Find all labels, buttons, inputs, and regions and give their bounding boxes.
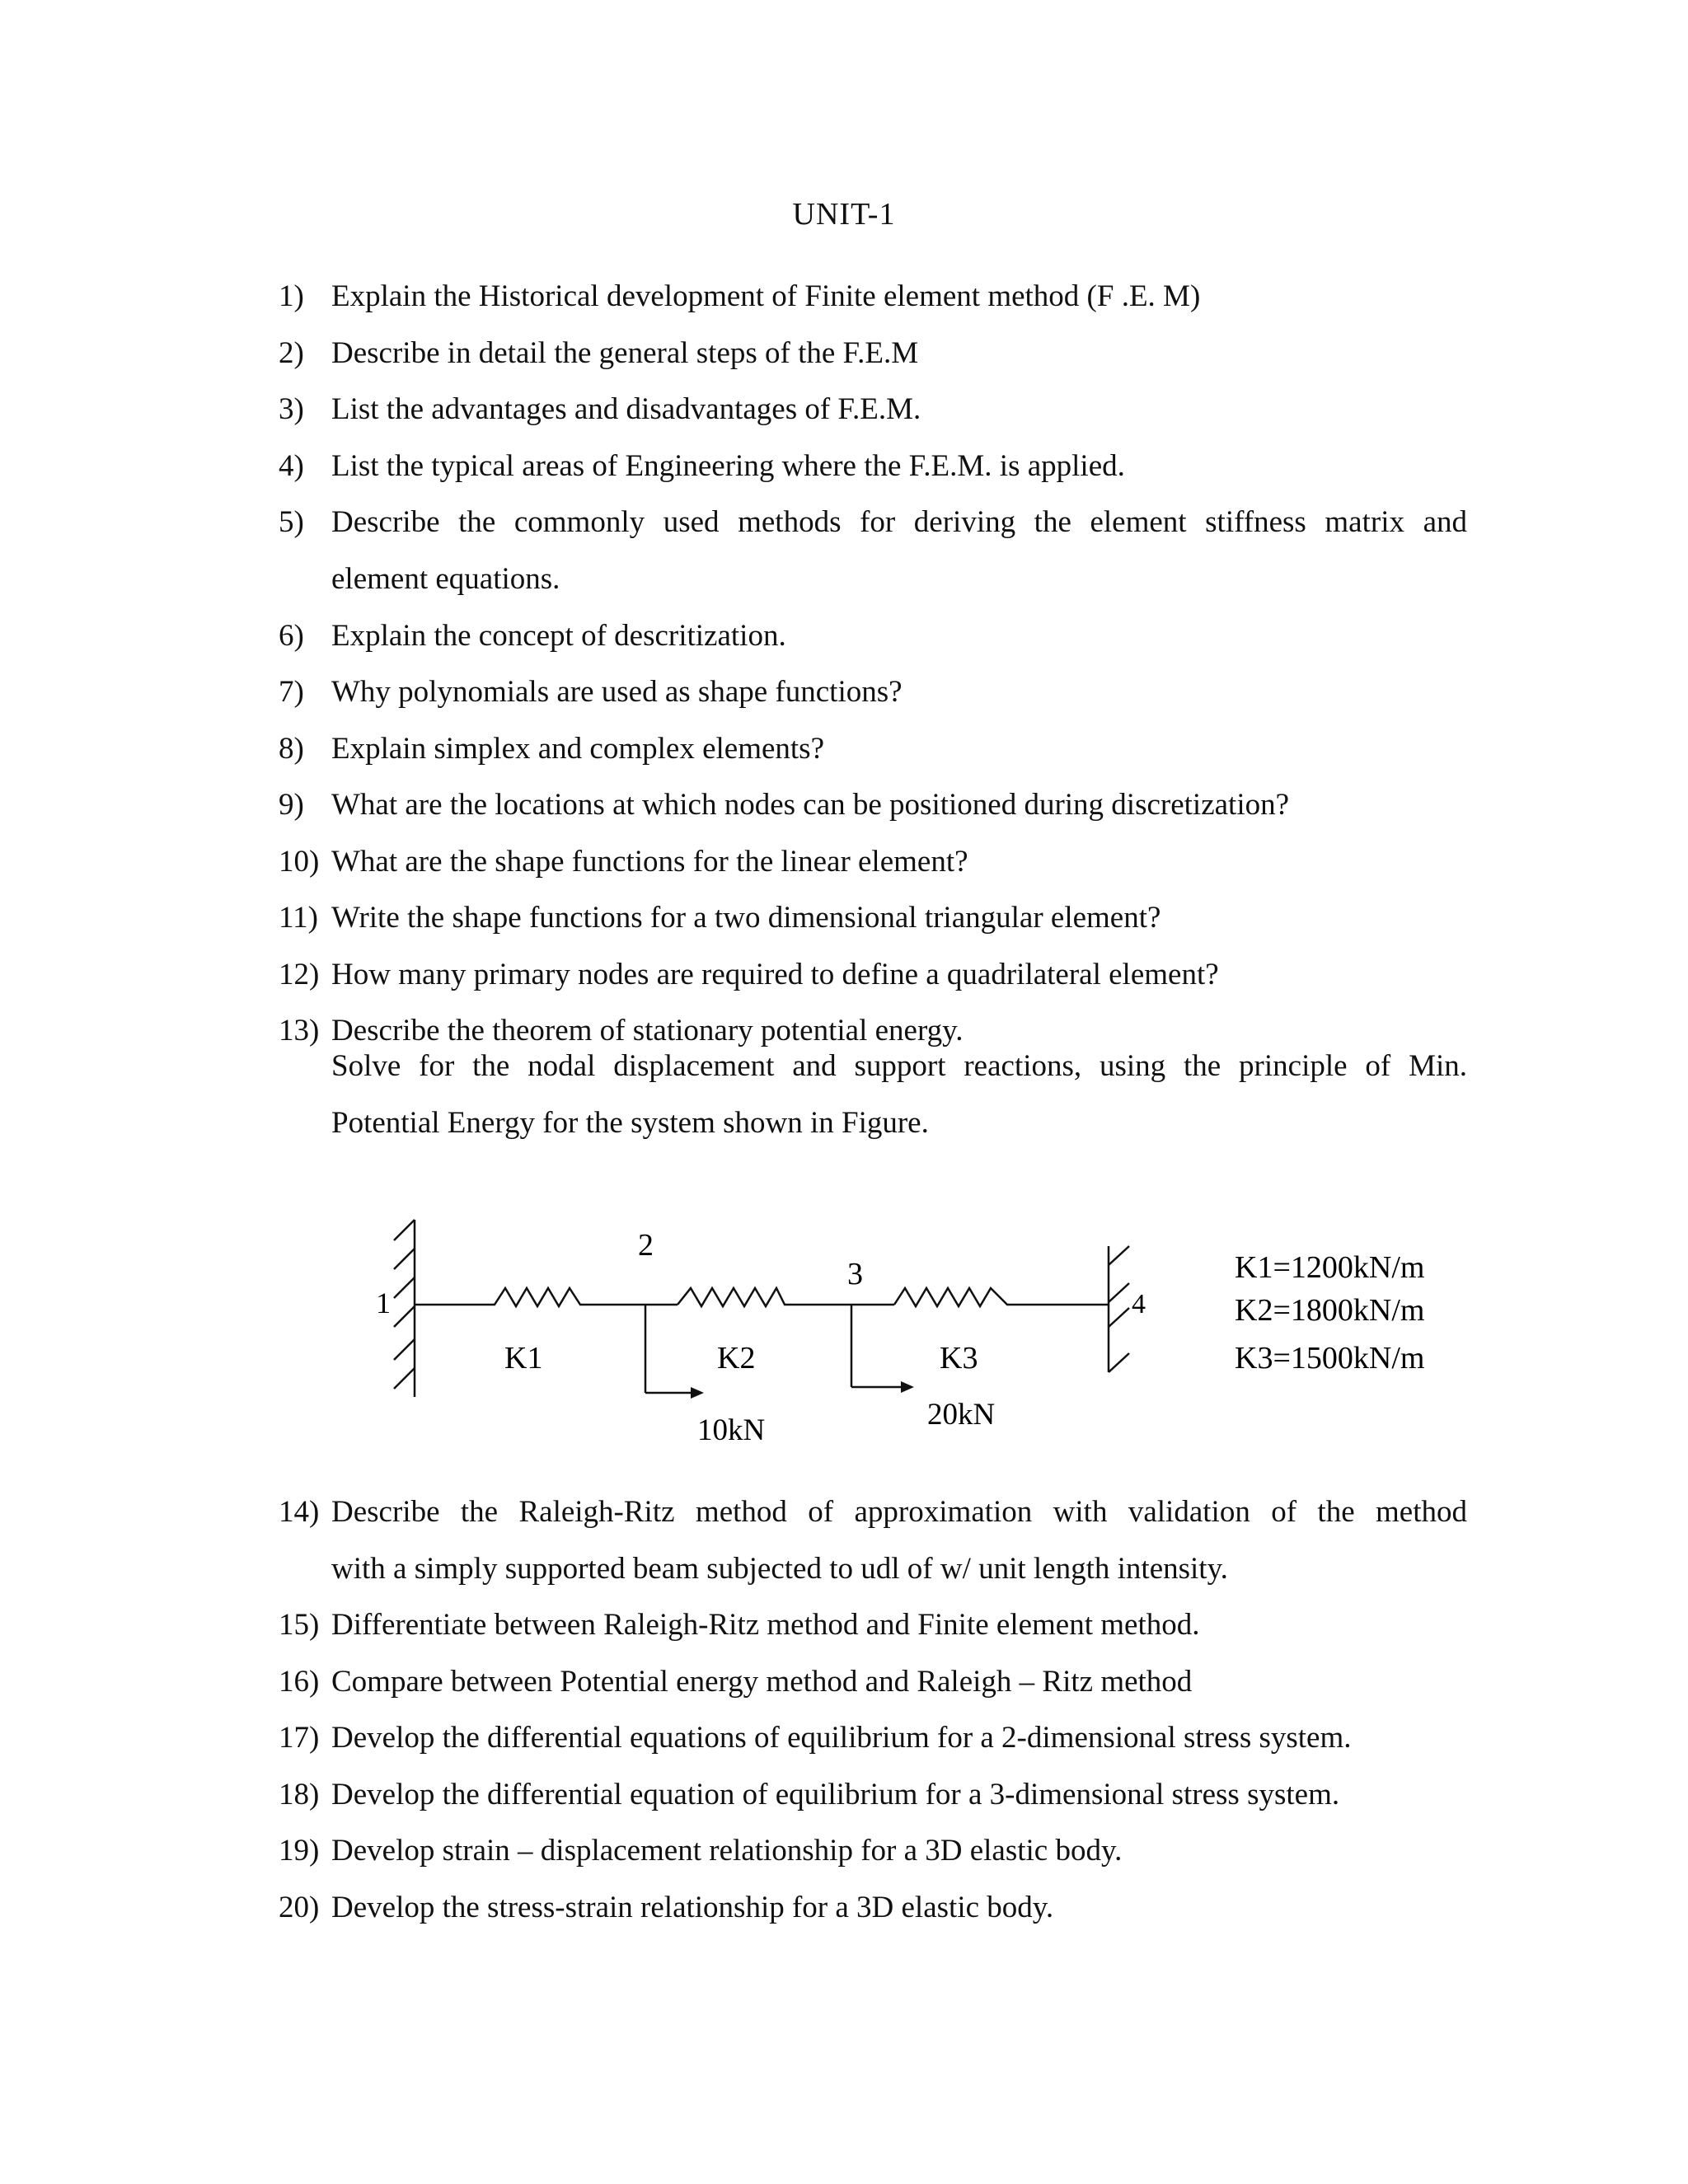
question-text: What are the locations at which nodes can be positioned during discretization? xyxy=(331,788,1290,822)
question-20 xyxy=(279,1890,1053,1926)
question-number: 13) xyxy=(279,1014,320,1047)
stiffness-k3: K3=1500kN/m xyxy=(1235,1341,1425,1376)
question-10 xyxy=(279,844,968,880)
question-text: Develop the differential equation of equilibrium for a 3-dimensional stress system. xyxy=(331,1778,1340,1811)
right-fixed-support xyxy=(1109,1246,1129,1372)
question-13-continuation-2: Potential Energy for the system shown in Figure. xyxy=(331,1106,929,1140)
question-5 xyxy=(279,504,1467,541)
question-12 xyxy=(279,957,1219,993)
question-text: Differentiate between Raleigh-Ritz method and Finite element method. xyxy=(331,1608,1200,1642)
stiffness-k1: K1=1200kN/m xyxy=(1235,1250,1425,1285)
question-13-continuation: Solve for the nodal displacement and support reactions, using the principle of Min. xyxy=(331,1049,1467,1083)
question-9 xyxy=(279,787,1289,823)
spring-label-k1: K1 xyxy=(504,1341,543,1376)
question-number: 17) xyxy=(279,1721,320,1755)
node-3-load-arm xyxy=(851,1305,903,1387)
question-7 xyxy=(279,674,903,710)
node-label-3: 3 xyxy=(847,1257,863,1291)
question-number: 10) xyxy=(279,845,320,879)
load-arrow-20kn xyxy=(901,1381,914,1393)
question-17 xyxy=(279,1720,1352,1756)
question-number: 7) xyxy=(279,675,304,709)
question-text: Describe the theorem of stationary potential energy. xyxy=(331,1014,964,1047)
question-3 xyxy=(279,391,921,428)
question-number: 4) xyxy=(279,449,304,483)
question-number: 6) xyxy=(279,619,304,653)
question-text: Explain the Historical development of Finite element method (F .E. M) xyxy=(331,279,1201,313)
spring-k1 xyxy=(415,1288,639,1306)
spring-label-k2: K2 xyxy=(717,1341,756,1376)
question-number: 9) xyxy=(279,788,304,822)
question-number: 19) xyxy=(279,1834,320,1868)
question-8 xyxy=(279,731,824,767)
question-2 xyxy=(279,335,918,372)
question-text: Explain the concept of descritization. xyxy=(331,619,786,653)
spring-k2 xyxy=(678,1288,851,1306)
question-number: 2) xyxy=(279,336,304,370)
question-14-continuation: with a simply supported beam subjected to udl of w/ unit length intensity. xyxy=(331,1552,1228,1586)
question-number: 18) xyxy=(279,1778,320,1811)
question-number: 14) xyxy=(279,1495,320,1529)
question-text: Describe the Raleigh-Ritz method of approximation with validation of the method xyxy=(331,1495,1467,1529)
question-19 xyxy=(279,1833,1122,1869)
question-text: Explain simplex and complex elements? xyxy=(331,732,824,766)
stiffness-k2: K2=1800kN/m xyxy=(1235,1293,1425,1328)
question-4 xyxy=(279,448,1125,485)
question-text: Compare between Potential energy method and Raleigh – Ritz method xyxy=(331,1665,1193,1699)
question-number: 5) xyxy=(279,505,304,539)
question-text: Develop strain – displacement relationship for a 3D elastic body. xyxy=(331,1834,1123,1868)
question-13 xyxy=(279,1013,963,1049)
question-number: 11) xyxy=(279,901,318,935)
question-text: List the advantages and disadvantages of F.E.M. xyxy=(331,392,921,426)
node-label-2: 2 xyxy=(638,1228,654,1263)
question-number: 8) xyxy=(279,732,304,766)
question-text: How many primary nodes are required to define a quadrilateral element? xyxy=(331,958,1219,991)
load-label-10kn: 10kN xyxy=(697,1413,766,1447)
question-number: 12) xyxy=(279,958,320,991)
question-text: Write the shape functions for a two dimensional triangular element? xyxy=(331,901,1161,935)
question-number: 20) xyxy=(279,1891,320,1924)
question-1 xyxy=(279,279,1200,315)
question-text: Why polynomials are used as shape functions? xyxy=(331,675,903,709)
spring-k3 xyxy=(894,1288,1109,1306)
question-text: What are the shape functions for the linear element? xyxy=(331,845,968,879)
question-16 xyxy=(279,1664,1192,1700)
question-11 xyxy=(279,900,1160,936)
node-label-4: 4 xyxy=(1132,1289,1146,1319)
question-text: List the typical areas of Engineering where the F.E.M. is applied. xyxy=(331,449,1125,483)
question-6 xyxy=(279,618,786,654)
node-2-load-arm xyxy=(639,1305,692,1393)
spring-label-k3: K3 xyxy=(940,1341,978,1376)
question-14 xyxy=(279,1494,1467,1530)
node-label-1: 1 xyxy=(376,1286,391,1319)
load-arrow-10kn xyxy=(691,1387,704,1399)
load-label-20kn: 20kN xyxy=(927,1398,996,1432)
question-15 xyxy=(279,1607,1200,1643)
unit-title: UNIT-1 xyxy=(792,197,896,232)
left-fixed-support xyxy=(394,1220,415,1397)
question-18 xyxy=(279,1777,1339,1813)
question-text: Develop the differential equations of equilibrium for a 2-dimensional stress system. xyxy=(331,1721,1352,1755)
question-5-continuation: element equations. xyxy=(331,562,560,596)
question-text: Describe the commonly used methods for deriving the element stiffness matrix and xyxy=(331,505,1467,539)
question-number: 15) xyxy=(279,1608,320,1642)
spring-system-figure xyxy=(0,1195,1688,1467)
question-number: 16) xyxy=(279,1665,320,1699)
question-text: Develop the stress-strain relationship for a 3D elastic body. xyxy=(331,1891,1054,1924)
question-number: 3) xyxy=(279,392,304,426)
question-text: Describe in detail the general steps of the F.E.M xyxy=(331,336,919,370)
question-number: 1) xyxy=(279,279,304,313)
